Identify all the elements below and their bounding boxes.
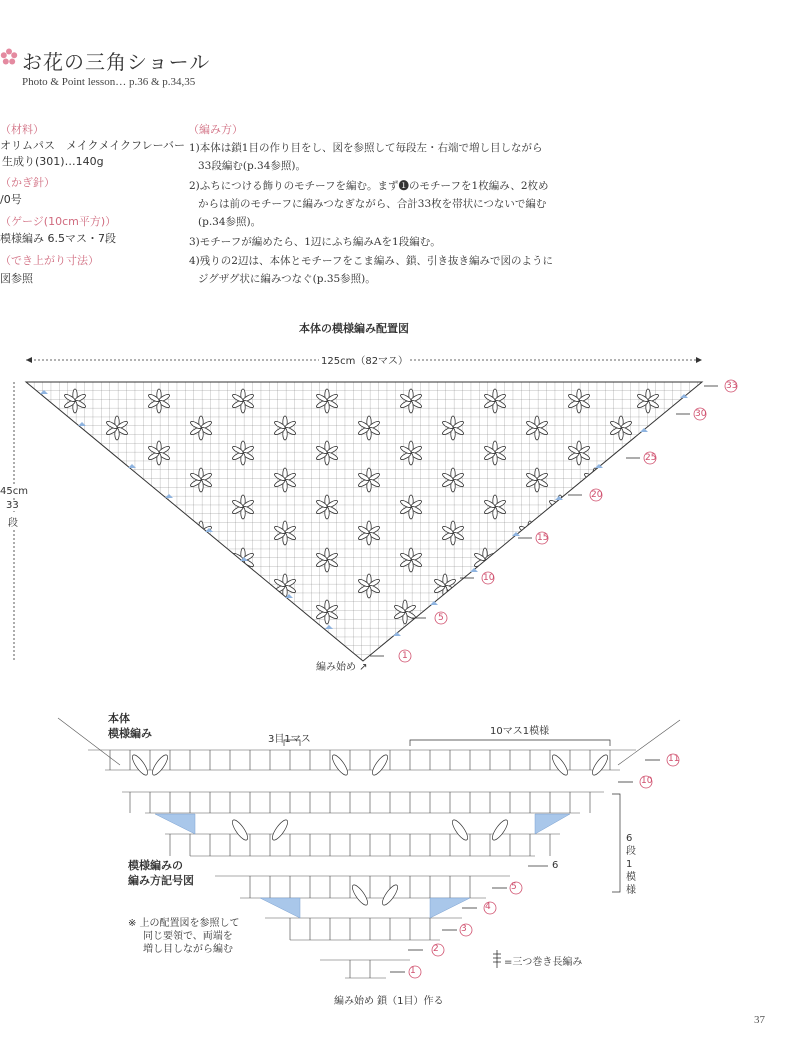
chart-stitch-note: 3目1マス <box>268 734 311 745</box>
symbol-chart <box>0 710 800 1010</box>
layout-width-label: 125cm（82マス） <box>319 352 410 367</box>
chart-symbol-title: 模様編みの <box>128 859 183 872</box>
chart-symbol-subtitle: 編み方記号図 <box>128 874 194 887</box>
row-marker: 3 <box>461 924 467 934</box>
row-marker: 1 <box>410 966 416 976</box>
chart-start-label: 編み始め 鎖（1目）作る <box>334 996 444 1007</box>
chart-body-sublabel: 模様編み <box>108 727 152 740</box>
hook-value: /0号 <box>0 193 22 206</box>
row-marker: 1 <box>402 651 408 661</box>
page-subtitle: Photo & Point lesson… p.36 & p.34,35 <box>22 76 196 88</box>
method-step: 2)ふちにつける飾りのモチーフを編む。まず❶のモチーフを1枚編み、2枚め <box>189 180 549 192</box>
chart-note: ※ 上の配置図を参照して <box>128 918 240 929</box>
size-value: 図参照 <box>0 272 33 285</box>
gauge-heading: （ゲージ(10cm平方)） <box>0 215 117 228</box>
chart-body-label: 本体 <box>108 712 130 725</box>
row-marker: 4 <box>485 902 491 912</box>
layout-height-label: 45cm <box>0 486 28 497</box>
method-step: 4)残りの2辺は、本体とモチーフをこま編み、鎖、引き抜き編みで図のように <box>189 255 554 267</box>
row-marker: 20 <box>591 490 603 500</box>
materials-heading: （材料） <box>0 123 44 136</box>
chart-six-rows: 6段1模様 <box>626 833 636 896</box>
row-marker: 6 <box>552 860 559 871</box>
layout-diagram <box>0 340 800 680</box>
layout-diagram-title: 本体の模様編み配置図 <box>299 322 409 335</box>
layout-height-rows: 33 <box>6 500 19 511</box>
method-step: 33段編む(p.34参照)。 <box>198 160 306 172</box>
materials-line2: 生成り(301)…140g <box>2 155 104 168</box>
chart-note: 同じ要領で、両端を <box>143 931 233 942</box>
row-marker: 25 <box>645 453 657 463</box>
page-title: お花の三角ショール <box>22 50 211 74</box>
chart-repeat-note: 10マス1模様 <box>490 726 550 737</box>
row-marker: 2 <box>433 944 439 954</box>
materials-line1: オリムパス メイクメイクフレーバー <box>0 139 186 152</box>
page-number: 37 <box>754 1014 765 1026</box>
method-heading: （編み方） <box>188 123 243 136</box>
row-marker: 10 <box>483 573 495 583</box>
method-step: ジグザグ状に編みつなぐ(p.35参照)。 <box>198 273 376 285</box>
row-marker: 5 <box>511 882 517 892</box>
method-step: 1)本体は鎖1目の作り目をし、図を参照して毎段左・右端で増し目しながら <box>189 142 543 154</box>
layout-height-unit: 段 <box>8 514 18 529</box>
row-marker: 30 <box>695 409 707 419</box>
chart-legend: =三つ巻き長編み <box>504 957 583 968</box>
row-marker: 5 <box>438 613 444 623</box>
chart-note: 増し目しながら編む <box>143 944 233 955</box>
row-marker: 11 <box>668 754 680 764</box>
method-step: 3)モチーフが編めたら、1辺にふち編みAを1段編む。 <box>189 236 441 248</box>
row-marker: 10 <box>641 776 653 786</box>
size-heading: （でき上がり寸法） <box>0 254 99 267</box>
flower-icon <box>0 48 18 66</box>
method-step: (p.34参照)。 <box>198 216 262 228</box>
row-marker: 15 <box>537 533 549 543</box>
method-step: からは前のモチーフに編みつなぎながら、合計33枚を帯状につないで編む <box>198 198 547 210</box>
layout-start-label: 編み始め ↗ <box>316 662 368 673</box>
row-marker: 33 <box>726 381 738 391</box>
gauge-value: 模様編み 6.5マス・7段 <box>0 232 116 245</box>
hook-heading: （かぎ針） <box>0 176 55 189</box>
